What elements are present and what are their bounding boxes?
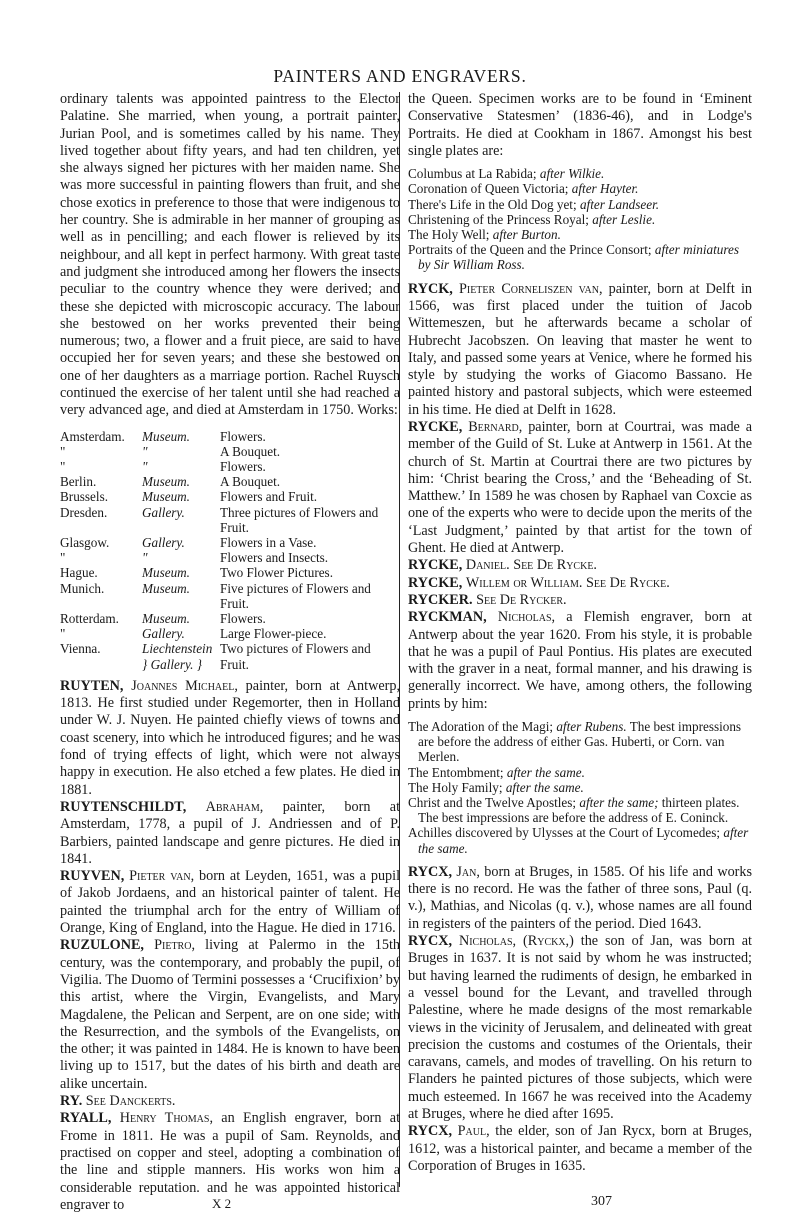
ruysch-continuation: ordinary talents was appointed paintress to the Elector Palatine. She married, when young, a portrait painter, Jurian Pool, and is sometimes called by his name. They lived together about fifty years, and had ten children, yet she always signed her pictures with her maiden name. She was more successful in painting flowers than fruit, and she chose exotics in preference to those that were indigenous to her country. She is admirable in her manner of grouping as well as in pencilling; and each flower is relieved by its neighbour, and all kept in perfect harmony. With great taste and judgment she introduced among her flowers the insects peculiar to the country whence they were derived; and these she depicted with microscopic accuracy. The labour she bestowed on her works prevented their being numerous; two, a flower and a fruit piece, are said to have occupied her for seven years; and these she bestowed on one of her daughters as a marriage portion. Rachel Ruysch continued the exercise of her talent until she had reached a very advanced age, and died at Amsterdam in 1750. Works:	[60, 91, 400, 419]
plate-item	[408, 719, 752, 765]
entry-rycke-willem	[408, 575, 752, 592]
entry-text: painter, born at Courtrai, was made a member of the Guild of St. Luke at Antwerp in 1561. At the church of St. Martin at Courtrai there are two pictures by him: ‘Christ bearing the Cross,’ and the ‘Beheading of St. Matthew.’ In 1589 he was chosen by Raphael van Coxcie as one of the experts who were to decide upon the merits of the ‘Last Judgment,’ painted by that artist for the town of Ghent. He died at Antwerp.	[408, 418, 753, 557]
works-subject: Flowers.	[220, 459, 266, 475]
works-city: Rotterdam.	[60, 611, 119, 627]
works-city: "	[60, 443, 66, 459]
works-collection: Museum.	[142, 565, 190, 581]
plate-attribution: after Wilkie.	[539, 166, 605, 182]
entry-forename: Jan,	[456, 863, 480, 880]
works-row	[60, 565, 400, 580]
works-city: Vienna.	[60, 641, 101, 657]
plate-item	[408, 227, 752, 242]
works-row	[60, 550, 400, 565]
entry-forename: Abraham,	[205, 798, 264, 815]
plate-item	[408, 197, 752, 212]
entry-name: RYCK,	[408, 280, 453, 297]
plate-item	[408, 780, 752, 795]
works-row	[60, 429, 400, 444]
works-collection: Museum.	[142, 611, 190, 627]
works-row	[60, 626, 400, 641]
works-city: Berlin.	[60, 474, 97, 490]
works-subject: Two pictures of Flowers and Fruit.	[220, 641, 371, 672]
works-subject: Flowers and Fruit.	[220, 489, 318, 505]
works-subject: A Bouquet.	[220, 443, 281, 459]
works-row	[60, 641, 400, 671]
entry-forename: Nicholas, (Ryckx,)	[458, 933, 574, 950]
works-subject: Large Flower-piece.	[220, 626, 327, 642]
plate-attribution: after Rubens.	[556, 719, 627, 735]
entry-rycke-daniel	[408, 557, 752, 574]
plate-attribution: after the same;	[579, 795, 659, 811]
right-column	[408, 91, 752, 1175]
works-city: Brussels.	[60, 489, 108, 505]
plate-attribution: after Hayter.	[571, 181, 639, 197]
works-collection: Museum.	[142, 580, 190, 596]
plate-title: The Adoration of the Magi;	[408, 719, 557, 735]
entry-forename: Henry Thomas,	[119, 1110, 213, 1127]
left-column	[60, 91, 400, 1214]
works-collection: "	[142, 550, 148, 566]
entry-text: born at Leyden, 1651, was a pupil of Jakob Jordaens, and an historical painter of talent. He painted the triumphal arch for the entry of William of Orange, King of England, into the Hague. He died in 1716.	[60, 868, 401, 937]
works-subject: Flowers in a Vase.	[220, 535, 317, 551]
plate-attribution: after miniatures by Sir William Ross.	[418, 242, 739, 273]
works-subject: Flowers and Insects.	[220, 550, 329, 566]
plate-title: thirteen plates. The best impressions are before the address of E. Coninck.	[418, 795, 740, 826]
entry-name: RYALL,	[60, 1110, 112, 1127]
works-city: Dresden.	[60, 504, 108, 520]
entry-forename: Bernard,	[468, 418, 523, 435]
plate-attribution: after the same.	[505, 779, 584, 795]
entry-rycker	[408, 592, 752, 609]
works-subject: Flowers.	[220, 428, 266, 444]
plate-title: The Holy Family;	[408, 779, 506, 795]
entry-text: See De Rycker.	[476, 591, 567, 608]
plate-title: Coronation of Queen Victoria;	[408, 181, 572, 197]
entry-rycke-bernard	[408, 419, 752, 557]
entry-text: the elder, son of Jan Rycx, born at Bruges, 1612, was a historical painter, and became a member of the Corporation of Bruges in 1635.	[408, 1123, 753, 1174]
entry-ruyten	[60, 678, 400, 799]
works-row	[60, 611, 400, 626]
works-subject: Flowers.	[220, 611, 266, 627]
plate-title: Christ and the Twelve Apostles;	[408, 795, 580, 811]
works-row	[60, 474, 400, 489]
entry-text: See Danckerts.	[85, 1093, 176, 1110]
entry-text: painter, born at Delft in 1566, was first placed under the tuition of Jacob Wittemeszen, but he afterwards became a scholar of Hubrecht Jacobszen. On leaving that master he went to Italy, and passed some years at Venice, where he formed his style by studying the works of Giacomo Bassano. He painted history and pastoral subjects, which were esteemed in his time. He died at Delft in 1628.	[408, 280, 753, 418]
works-subject: Three pictures of Flowers and Fruit.	[220, 504, 379, 535]
entry-name: RY.	[60, 1093, 83, 1110]
plate-attribution: after the same.	[418, 825, 749, 856]
works-row	[60, 505, 400, 535]
entry-text: a Flemish engraver, born at Antwerp about the year 1620. From his style, it is probable that he was a pupil of Paul Pontius. His plates are executed with the graver in a neat, formal manner, and his drawing is generally incorrect. We have, among others, the following prints by him:	[408, 609, 752, 712]
entry-rycx-paul	[408, 1123, 752, 1175]
works-collection: Museum.	[142, 428, 190, 444]
works-subject: Two Flower Pictures.	[220, 565, 333, 581]
works-city: Munich.	[60, 580, 105, 596]
works-collection: Gallery.	[142, 626, 185, 642]
plate-title: There's Life in the Old Dog yet;	[408, 196, 580, 212]
works-city: "	[60, 626, 66, 642]
plate-item	[408, 166, 752, 181]
works-city: Glasgow.	[60, 535, 110, 551]
entry-text: painter, born at Amsterdam, 1778, a pupil of J. Andriessen and of P. Barbiers, painted landscape and genre pictures. He died in 1841.	[60, 798, 401, 867]
works-collection: Museum.	[142, 489, 190, 505]
works-city: "	[60, 550, 66, 566]
works-collection: "	[142, 443, 148, 459]
works-collection: Gallery.	[142, 504, 185, 520]
entry-forename: Willem or William.	[465, 574, 583, 591]
ryall-plates-list	[408, 166, 752, 272]
entry-name: RYCKMAN,	[408, 609, 487, 626]
entry-rycx-nicholas	[408, 933, 752, 1123]
plate-attribution: after Burton.	[492, 227, 561, 242]
works-subject: Five pictures of Flowers and Fruit.	[220, 580, 371, 611]
entry-text: an English engraver, born at Frome in 1811. He was a pupil of Sam. Reynolds, and practised on copper and steel, adopting a combination of the line and stipple manners. His works won him a considerable reputation. and he was appointed historical engraver to	[60, 1110, 401, 1213]
entry-ruzulone	[60, 937, 400, 1093]
entry-rycx-jan	[408, 864, 752, 933]
entry-name: RUZULONE,	[60, 937, 144, 954]
entry-text: the son of Jan, was born at Bruges in 1637. It is not said by whom he was instructed; but having learned the rudiments of design, he embarked in a vessel bound for the Levant, and travelled through Palestine, where he made designs of the most remarkable views in the vicinity of Jerusalem, and delineated with great precision the customs and costumes of the Orientals, their caravans, camels, and modes of travelling. On his return to Flanders he painted pictures of those subjects, which were much esteemed. In 1667 he was received into the Academy at Bruges, where he died after 1695.	[408, 933, 752, 1123]
works-collection: "	[142, 459, 148, 475]
entry-name: RUYVEN,	[60, 868, 125, 885]
works-city: Amsterdam.	[60, 428, 125, 444]
works-city: "	[60, 459, 66, 475]
entry-forename: Pieter van,	[129, 868, 195, 885]
ryckman-plates-list	[408, 719, 752, 856]
plate-item	[408, 242, 752, 272]
entry-forename: Pietro,	[154, 937, 195, 954]
entry-forename: Joannes Michael,	[131, 677, 238, 694]
entry-name: RYCX,	[408, 933, 453, 950]
entry-forename: Paul,	[457, 1123, 490, 1140]
page-number: 307	[591, 1194, 612, 1209]
entry-text: living at Palermo in the 15th century, was the contemporary, and probably the pupil, of Vigilia. The Duomo of Termini possesses a ‘Crucifixion’ by this artist, where the Virgin, Evangelists, and Mary Magdalene, the Pelican and Serpent, are on one side; with the Resurrection, and the symbols of the Evangelists, on the other; it was painted in 1484. He is known to have been living up to 1517, but the dates of his birth and death are alike uncertain.	[60, 937, 401, 1092]
plate-item	[408, 181, 752, 196]
plate-attribution: after the same.	[506, 764, 585, 780]
works-row	[60, 581, 400, 611]
plate-item	[408, 795, 752, 825]
entry-ryckman	[408, 609, 752, 713]
works-subject: A Bouquet.	[220, 474, 281, 490]
plate-title: The best impressions are before the address of either Gas. Huberti, or Corn. van Merlen.	[418, 719, 742, 765]
signature-mark: X 2	[212, 1196, 232, 1211]
entry-name: RUYTENSCHILDT,	[60, 798, 187, 815]
works-row	[60, 535, 400, 550]
entry-name: RYCX,	[408, 863, 453, 880]
entry-text: See De Rycke.	[513, 557, 597, 574]
works-row	[60, 489, 400, 504]
entry-ruytenschildt	[60, 799, 400, 868]
running-header: PAINTERS AND ENGRAVERS.	[273, 66, 527, 86]
entry-ry	[60, 1093, 400, 1110]
entry-name: RYCKER.	[408, 591, 473, 608]
works-row	[60, 444, 400, 459]
entry-text: painter, born at Antwerp, 1813. He first studied under Regemorter, then in Holland under W. J. Nuyen. He painted chiefly views of towns and coast scenery, into which he introduced figures; and he was fond of trying effects of light, which were not always happy in execution. He also etched a few plates. He died in 1881.	[60, 677, 400, 798]
plate-title: The Entombment;	[408, 764, 507, 780]
entry-ryck	[408, 281, 752, 419]
plate-title: Achilles discovered by Ulysses at the Court of Lycomedes;	[408, 825, 724, 841]
entry-forename: Pieter Corneliszen van,	[458, 280, 603, 297]
works-city: Hague.	[60, 565, 98, 581]
plate-attribution: after Leslie.	[592, 211, 656, 227]
entry-ruyven	[60, 868, 400, 937]
entry-name: RYCKE,	[408, 418, 463, 435]
entry-forename: Daniel.	[465, 557, 510, 574]
plate-item	[408, 212, 752, 227]
works-row	[60, 459, 400, 474]
plate-attribution: after Landseer.	[579, 196, 660, 212]
plate-title: Columbus at La Rabida;	[408, 166, 540, 182]
works-collection: Gallery.	[142, 535, 185, 551]
entry-text: See De Rycke.	[586, 574, 670, 591]
plate-item	[408, 765, 752, 780]
works-collection: Museum.	[142, 474, 190, 490]
entry-name: RUYTEN,	[60, 677, 124, 694]
plate-item	[408, 825, 752, 855]
plate-title: Christening of the Princess Royal;	[408, 211, 593, 227]
works-table	[60, 429, 400, 672]
plate-title: The Holy Well;	[408, 227, 493, 242]
entry-name: RYCKE,	[408, 574, 463, 591]
entry-text: born at Bruges, in 1585. Of his life and works there is no record. He was the father of three sons, Paul (q. v.), Mathias, and Nicolas (q. v.), whose names are all found in registers of the painters of the period. Died 1643.	[408, 863, 752, 932]
ryall-continuation: the Queen. Specimen works are to be found in ‘Eminent Conservative Statesmen’ (1836-46), and in Lodge's Portraits. He died at Cookham in 1867. Amongst his best single plates are:	[408, 91, 752, 159]
plate-title: Portraits of the Queen and the Prince Consort;	[408, 242, 655, 258]
entry-name: RYCKE,	[408, 557, 463, 574]
entry-name: RYCX,	[408, 1123, 453, 1140]
works-collection: Liechtenstein } Gallery. }	[142, 641, 213, 672]
entry-forename: Nicholas,	[497, 609, 556, 626]
